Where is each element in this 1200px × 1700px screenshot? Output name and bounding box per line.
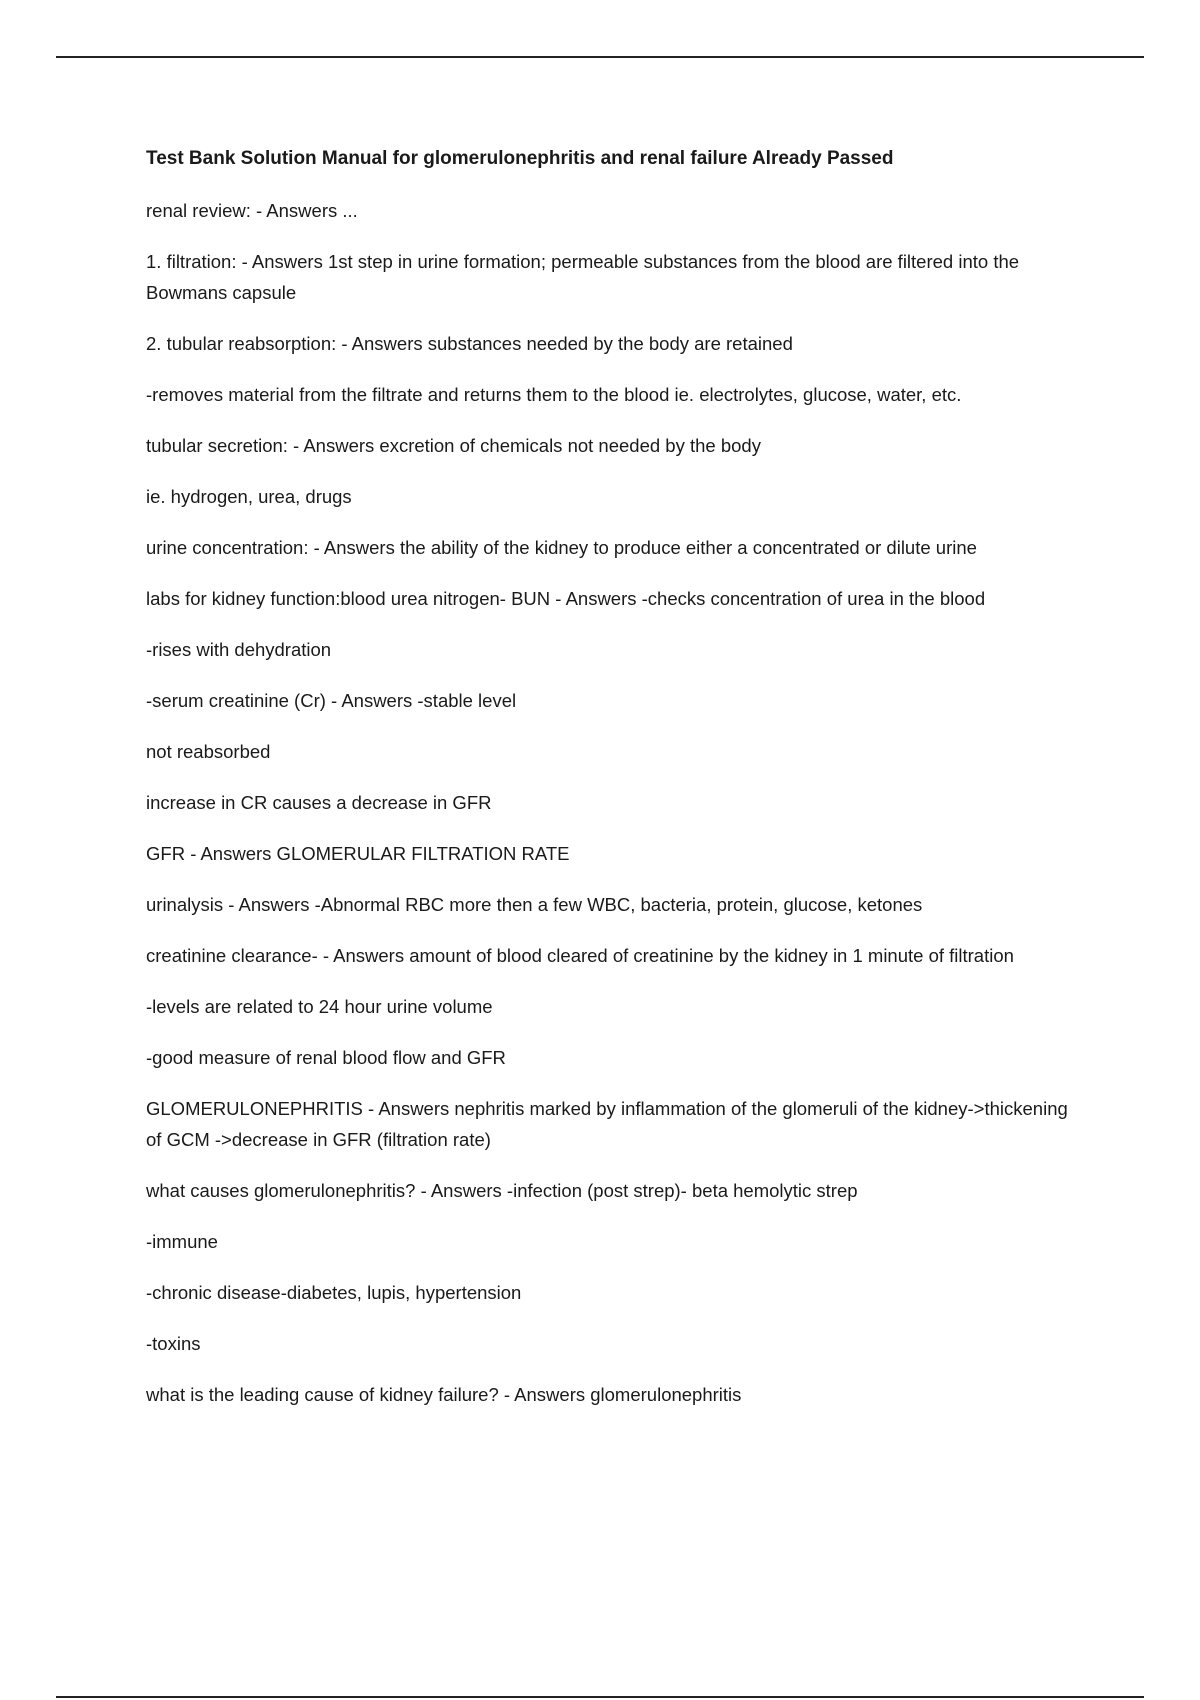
paragraph: urine concentration: - Answers the ability of the kidney to produce either a concentrated or dilute urine	[146, 537, 977, 558]
paragraph: -levels are related to 24 hour urine volume	[146, 996, 493, 1017]
paragraph: GFR - Answers GLOMERULAR FILTRATION RATE	[146, 843, 570, 864]
paragraph: urinalysis - Answers -Abnormal RBC more then a few WBC, bacteria, protein, glucose, ketones	[146, 894, 923, 915]
paragraph: not reabsorbed	[146, 741, 271, 762]
paragraph: labs for kidney function:blood urea nitrogen- BUN - Answers -checks concentration of urea in the blood	[146, 588, 986, 609]
paragraph: 1. filtration: - Answers 1st step in urine formation; permeable substances from the blood are filtered into the Bowmans capsule	[146, 251, 1020, 303]
paragraph: ie. hydrogen, urea, drugs	[146, 486, 352, 507]
footer-rule	[56, 1696, 1144, 1698]
header-rule	[56, 56, 1144, 58]
document-title: Test Bank Solution Manual for glomerulonephritis and renal failure Already Passed	[146, 148, 894, 169]
paragraph: 2. tubular reabsorption: - Answers substances needed by the body are retained	[146, 333, 793, 354]
paragraph: -toxins	[146, 1333, 201, 1354]
paragraph: -serum creatinine (Cr) - Answers -stable level	[146, 690, 517, 711]
document-body	[146, 145, 1086, 1430]
paragraph: -chronic disease-diabetes, lupis, hypertension	[146, 1282, 522, 1303]
paragraph: renal review: - Answers ...	[146, 200, 358, 221]
paragraph: creatinine clearance- - Answers amount of blood cleared of creatinine by the kidney in 1 minute of filtration	[146, 945, 1014, 966]
paragraph: what causes glomerulonephritis? - Answers -infection (post strep)- beta hemolytic strep	[146, 1180, 858, 1201]
paragraph: what is the leading cause of kidney failure? - Answers glomerulonephritis	[146, 1384, 742, 1405]
paragraph: -removes material from the filtrate and returns them to the blood ie. electrolytes, glucose, water, etc.	[146, 384, 962, 405]
paragraph: -good measure of renal blood flow and GFR	[146, 1047, 506, 1068]
paragraph: increase in CR causes a decrease in GFR	[146, 792, 492, 813]
paragraph: -immune	[146, 1231, 218, 1252]
paragraph: GLOMERULONEPHRITIS - Answers nephritis marked by inflammation of the glomeruli of the kidney->thickening of GCM ->decrease in GFR (filtration rate)	[146, 1098, 1068, 1150]
paragraph: -rises with dehydration	[146, 639, 332, 660]
paragraph: tubular secretion: - Answers excretion of chemicals not needed by the body	[146, 435, 761, 456]
